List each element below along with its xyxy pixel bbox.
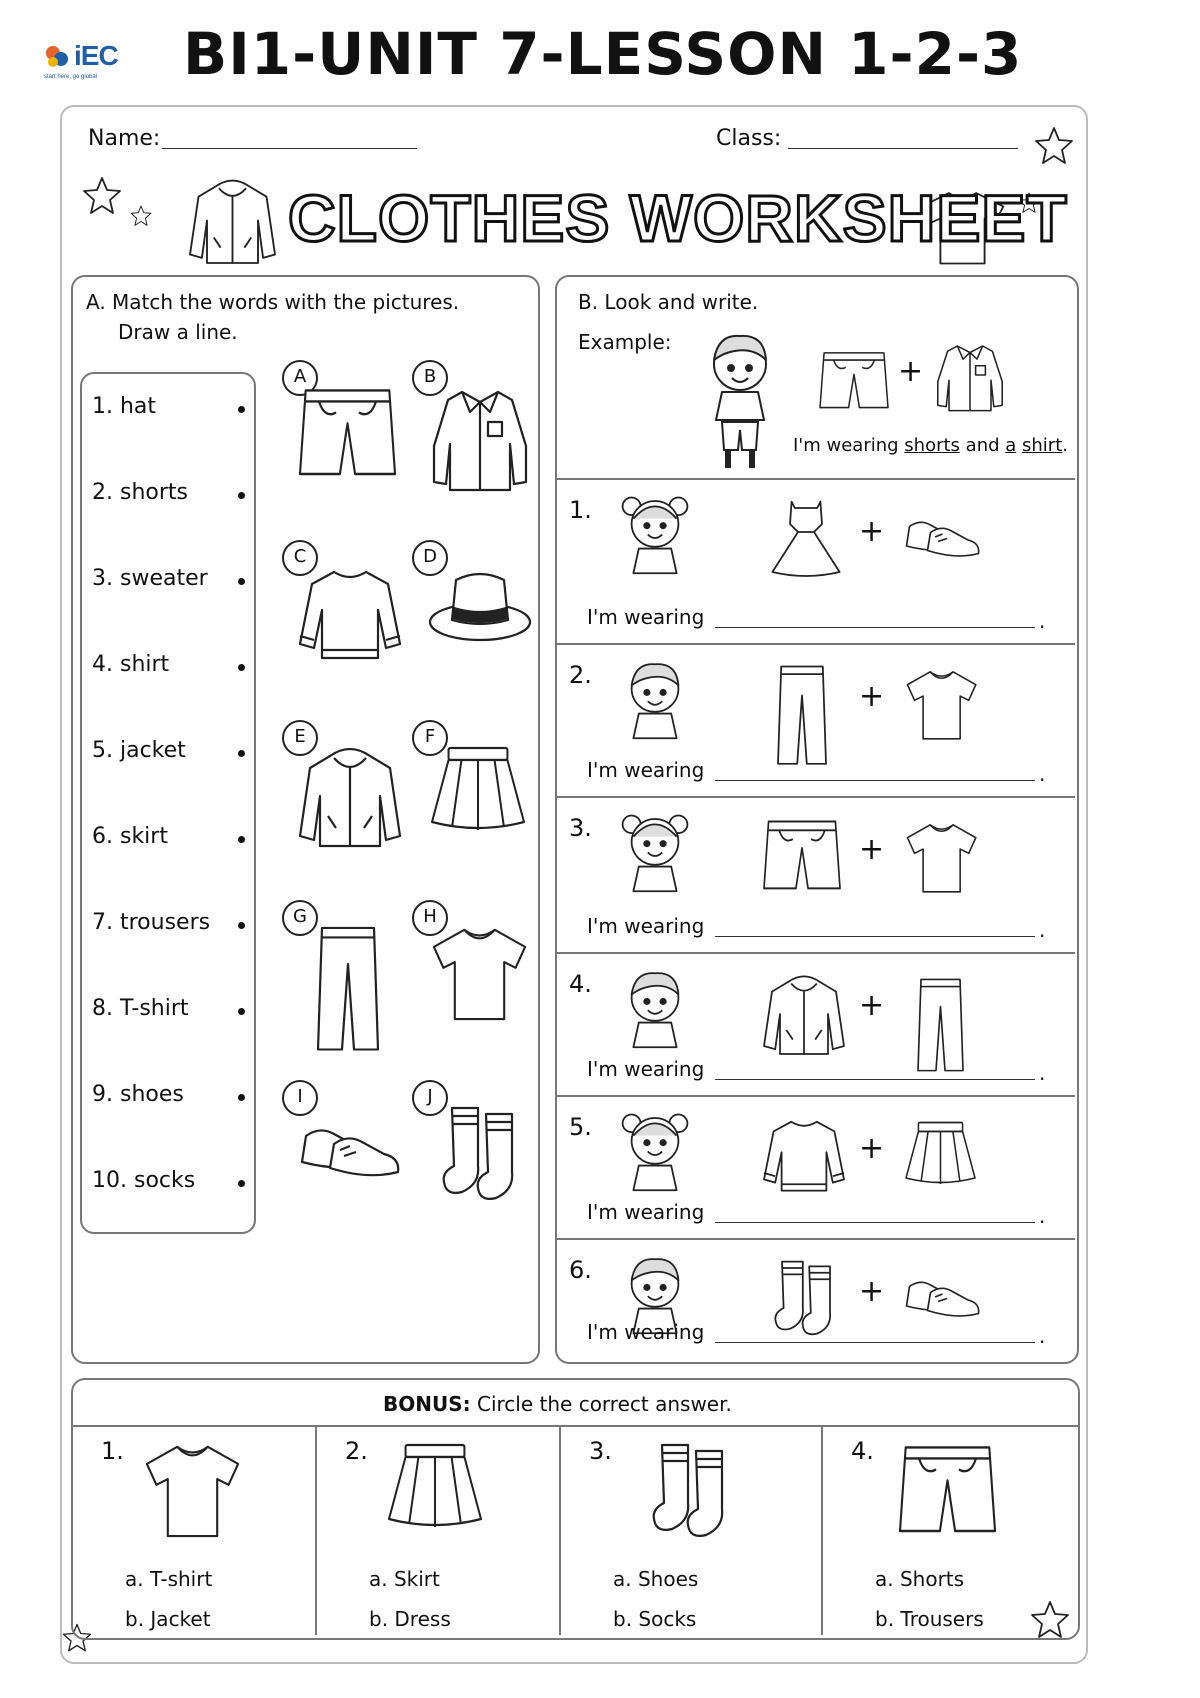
- plus-sign: +: [859, 1274, 885, 1309]
- word-item: 9. shoes: [92, 1082, 184, 1107]
- shoes-icon[interactable]: [300, 1106, 400, 1182]
- sentence-prompt: I'm wearing: [587, 1200, 705, 1224]
- plus-sign: +: [859, 1131, 885, 1166]
- sentence-end: .: [1039, 918, 1046, 942]
- bonus-item: [71, 1427, 315, 1635]
- match-dot[interactable]: [238, 1180, 245, 1187]
- trousers-icon[interactable]: [318, 926, 382, 1054]
- answer-line[interactable]: [715, 1342, 1035, 1343]
- example-label: Example:: [578, 330, 672, 354]
- match-dot[interactable]: [238, 406, 245, 413]
- section-b-title: B. Look and write.: [578, 290, 759, 314]
- answer-line[interactable]: [715, 1222, 1035, 1223]
- item-number: 1.: [569, 496, 592, 524]
- item-number: 2.: [569, 661, 592, 689]
- letter-badge: H: [412, 900, 448, 936]
- example-sentence: I'm wearing shorts and a shirt.: [793, 435, 1068, 456]
- tshirt-icon: [906, 669, 978, 741]
- logo-text: iEC: [74, 40, 118, 71]
- letter-badge: D: [412, 540, 448, 576]
- bonus-item: [315, 1427, 559, 1635]
- name-label: Name:: [88, 126, 161, 151]
- sentence-prompt: I'm wearing: [587, 914, 705, 938]
- bonus-item: [559, 1427, 821, 1635]
- class-field[interactable]: [788, 148, 1018, 149]
- sentence-prompt: I'm wearing: [587, 1057, 705, 1081]
- sentence-prompt: I'm wearing: [587, 758, 705, 782]
- shoes-icon: [905, 1264, 980, 1321]
- match-dot[interactable]: [238, 1008, 245, 1015]
- word-item: 10. socks: [92, 1168, 196, 1193]
- letter-badge: J: [412, 1080, 448, 1116]
- jacket-icon[interactable]: [300, 746, 400, 850]
- iec-logo: [44, 40, 134, 86]
- sentence-end: .: [1039, 1061, 1046, 1085]
- girl-icon: [619, 494, 699, 584]
- shorts-icon[interactable]: [300, 386, 400, 476]
- plus-sign: +: [859, 514, 885, 549]
- match-dot[interactable]: [238, 1094, 245, 1101]
- match-dot[interactable]: [238, 578, 245, 585]
- section-a-subtitle: Draw a line.: [118, 320, 238, 344]
- item-number: 6.: [569, 1256, 592, 1284]
- item-number: 3.: [569, 814, 592, 842]
- skirt-icon: [906, 1121, 978, 1189]
- socks-icon[interactable]: [442, 1106, 518, 1204]
- socks-icon: [652, 1443, 728, 1541]
- word-item: 3. sweater: [92, 566, 208, 591]
- bonus-number: 2.: [345, 1437, 368, 1465]
- jacket-icon: [190, 178, 280, 268]
- match-dot[interactable]: [238, 750, 245, 757]
- match-dot[interactable]: [238, 664, 245, 671]
- sweater-icon[interactable]: [300, 566, 400, 661]
- bonus-option-b[interactable]: b. Dress: [369, 1607, 451, 1631]
- sentence-end: .: [1039, 1324, 1046, 1348]
- boy-icon: [619, 659, 699, 749]
- word-list: [80, 372, 256, 1234]
- shorts-icon: [764, 818, 844, 890]
- shorts-icon: [820, 350, 890, 410]
- sentence-prompt: I'm wearing: [587, 605, 705, 629]
- plus-sign: +: [859, 988, 885, 1023]
- bonus-option-b[interactable]: b. Jacket: [125, 1607, 211, 1631]
- look-and-write-rows: [557, 478, 1075, 1358]
- logo-mark-icon: [44, 44, 70, 70]
- letter-badge: G: [282, 900, 318, 936]
- sentence-prompt: I'm wearing: [587, 1320, 705, 1344]
- bonus-option-a[interactable]: a. Shorts: [875, 1567, 965, 1591]
- trousers-icon: [918, 978, 966, 1074]
- plus-sign: +: [859, 832, 885, 867]
- trousers-icon: [778, 665, 829, 767]
- word-item: 5. jacket: [92, 738, 186, 763]
- plus-sign: +: [859, 679, 885, 714]
- word-item: 2. shorts: [92, 480, 188, 505]
- hat-icon[interactable]: [430, 566, 530, 644]
- match-dot[interactable]: [238, 922, 245, 929]
- word-item: 4. shirt: [92, 652, 170, 677]
- plus-sign: +: [898, 354, 924, 389]
- word-item: 8. T-shirt: [92, 996, 189, 1021]
- picture-grid: [282, 360, 532, 1220]
- worksheet-title: CLOTHES WORKSHEET: [288, 181, 1068, 255]
- bonus-option-b[interactable]: b. Socks: [613, 1607, 697, 1631]
- star-icon: [1034, 126, 1078, 170]
- shoes-icon: [905, 504, 980, 561]
- document-title: BI1-UNIT 7-LESSON 1-2-3: [183, 20, 1023, 88]
- row-divider: [557, 478, 1075, 480]
- bonus-item: [821, 1427, 1078, 1635]
- skirt-icon: [389, 1443, 485, 1533]
- logo-tagline: start here, go global: [44, 74, 98, 80]
- section-a-title: A. Match the words with the pictures.: [86, 290, 460, 314]
- row-divider: [557, 1095, 1075, 1097]
- skirt-icon[interactable]: [432, 746, 528, 836]
- item-number: 4.: [569, 970, 592, 998]
- match-dot[interactable]: [238, 492, 245, 499]
- socks-icon: [774, 1260, 835, 1338]
- bonus-number: 4.: [851, 1437, 874, 1465]
- bonus-heading: BONUS: Circle the correct answer.: [383, 1392, 732, 1416]
- bonus-option-a[interactable]: a. T-shirt: [125, 1567, 213, 1591]
- answer-line[interactable]: [715, 1079, 1035, 1080]
- letter-badge: C: [282, 540, 318, 576]
- bonus-option-a[interactable]: a. Skirt: [369, 1567, 440, 1591]
- bonus-option-a[interactable]: a. Shoes: [613, 1567, 699, 1591]
- star-icon: [130, 205, 152, 227]
- tshirt-icon[interactable]: [432, 926, 528, 1022]
- row-divider: [557, 1238, 1075, 1240]
- sweater-icon: [764, 1117, 844, 1193]
- girl-icon: [619, 812, 699, 902]
- letter-badge: E: [282, 720, 318, 756]
- shorts-icon: [900, 1443, 1000, 1533]
- letter-badge: I: [282, 1080, 318, 1116]
- word-item: 7. trousers: [92, 910, 211, 935]
- answer-line[interactable]: [715, 780, 1035, 781]
- sentence-end: .: [1039, 762, 1046, 786]
- bonus-number: 1.: [101, 1437, 124, 1465]
- shirt-icon: [935, 342, 1007, 414]
- sentence-end: .: [1039, 1204, 1046, 1228]
- letter-badge: F: [412, 720, 448, 756]
- letter-badge: B: [412, 360, 448, 396]
- jacket-icon: [764, 974, 844, 1057]
- answer-line[interactable]: [715, 936, 1035, 937]
- girl-icon: [619, 1111, 699, 1201]
- answer-line[interactable]: [715, 627, 1035, 628]
- row-divider: [557, 643, 1075, 645]
- bonus-option-b[interactable]: b. Trousers: [875, 1607, 984, 1631]
- star-icon: [82, 176, 126, 220]
- example-boy-icon: [700, 330, 780, 470]
- shirt-icon[interactable]: [430, 386, 530, 494]
- boy-icon: [619, 968, 699, 1058]
- item-number: 5.: [569, 1113, 592, 1141]
- dress-icon: [766, 500, 843, 577]
- tshirt-icon: [145, 1443, 241, 1539]
- bonus-items: [71, 1427, 1078, 1637]
- word-item: 1. hat: [92, 394, 157, 419]
- tshirt-icon: [906, 822, 978, 894]
- bonus-number: 3.: [589, 1437, 612, 1465]
- row-divider: [557, 952, 1075, 954]
- word-item: 6. skirt: [92, 824, 168, 849]
- sentence-end: .: [1039, 609, 1046, 633]
- name-field[interactable]: [162, 148, 417, 149]
- class-label: Class:: [716, 126, 782, 151]
- letter-badge: A: [282, 360, 318, 396]
- match-dot[interactable]: [238, 836, 245, 843]
- row-divider: [557, 796, 1075, 798]
